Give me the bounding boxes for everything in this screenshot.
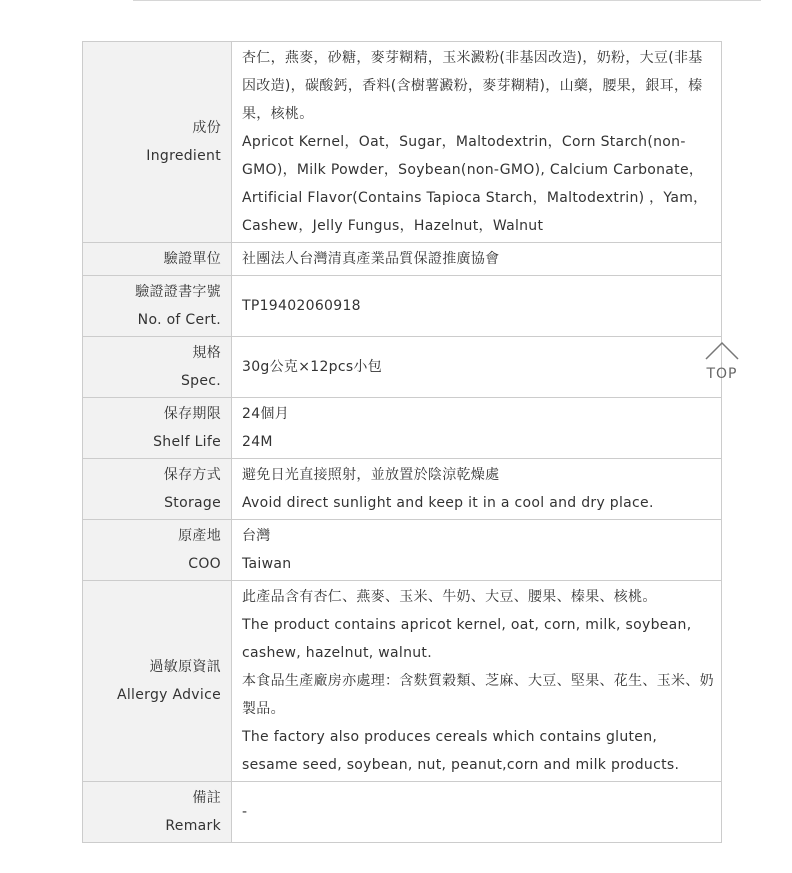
row-value (232, 42, 722, 243)
value-line: 避免日光直接照射，並放置於陰涼乾燥處 (242, 467, 500, 483)
value-line: 30g公克×12pcs小包 (242, 359, 383, 375)
value-line: Taiwan (242, 556, 292, 572)
row-value (232, 459, 722, 520)
row-value (232, 398, 722, 459)
row-value (232, 243, 722, 276)
value-line: The product contains apricot kernel, oat, corn, milk, soybean, cashew, hazelnut, walnut. (242, 617, 692, 661)
label-zh: 備註 (192, 790, 221, 806)
label-zh: 驗證單位 (163, 251, 221, 267)
value-line: The factory also produces cereals which contains gluten, sesame seed, soybean, nut, peanut,corn and milk products. (242, 729, 680, 773)
back-to-top-label: TOP (706, 366, 738, 382)
row-value (232, 337, 722, 398)
row-label (83, 276, 232, 337)
value-line: 24M (242, 434, 273, 450)
row-value (232, 581, 722, 782)
value-line: 本食品生產廠房亦處理：含麩質穀類、芝麻、大豆、堅果、花生、玉米、奶製品。 (242, 673, 714, 717)
table-row (83, 243, 722, 276)
value-line: 此產品含有杏仁、燕麥、玉米、牛奶、大豆、腰果、榛果、核桃。 (242, 589, 657, 605)
value-line: Apricot Kernel，Oat，Sugar，Maltodextrin，Corn Starch(non-GMO)，Milk Powder，Soybean(non-GMO), Calcium Carbonate，Artificial Flavor(Contains Tapioca Starch，Maltodextrin) ，Yam，Cashew，Jelly Fungus，Hazelnut，Walnut (242, 134, 708, 234)
label-en: COO (188, 556, 221, 572)
label-en: Allergy Advice (116, 687, 221, 703)
value-line: 24個月 (242, 406, 290, 422)
row-label (83, 398, 232, 459)
value-line: 社團法人台灣清真產業品質保證推廣協會 (242, 251, 500, 267)
value-line: - (242, 804, 248, 820)
table-row (83, 581, 722, 782)
label-zh: 驗證證書字號 (135, 284, 221, 300)
row-label (83, 459, 232, 520)
chevron-up-icon (704, 340, 740, 362)
table-row (83, 459, 722, 520)
label-en: Storage (164, 495, 221, 511)
row-label (83, 782, 232, 843)
label-zh: 原產地 (178, 528, 221, 544)
value-line: TP19402060918 (242, 298, 361, 314)
row-value (232, 276, 722, 337)
label-en: Remark (165, 818, 221, 834)
row-label (83, 243, 232, 276)
table-row (83, 520, 722, 581)
value-line: Avoid direct sunlight and keep it in a cool and dry place. (242, 495, 654, 511)
row-label (83, 42, 232, 243)
row-label (83, 337, 232, 398)
label-en: Ingredient (146, 148, 221, 164)
value-line: 杏仁，燕麥，砂糖，麥芽糊精，玉米澱粉(非基因改造)，奶粉，大豆(非基因改造)，碳酸鈣，香料(含樹薯澱粉，麥芽糊精)，山藥，腰果，銀耳，榛果，核桃。 (242, 50, 703, 122)
label-zh: 保存方式 (163, 467, 221, 483)
label-en: No. of Cert. (137, 312, 221, 328)
row-label (83, 520, 232, 581)
table-row (83, 398, 722, 459)
top-divider (133, 0, 761, 1)
value-line: 台灣 (242, 528, 271, 544)
product-spec-table (82, 41, 722, 843)
label-zh: 保存期限 (163, 406, 221, 422)
table-row (83, 276, 722, 337)
table-row (83, 782, 722, 843)
back-to-top-button[interactable] (702, 340, 742, 384)
label-zh: 成份 (192, 120, 221, 136)
label-en: Spec. (180, 373, 221, 389)
table-row (83, 337, 722, 398)
label-zh: 過敏原資訊 (149, 659, 221, 675)
row-label (83, 581, 232, 782)
label-en: Shelf Life (153, 434, 221, 450)
table-row (83, 42, 722, 243)
label-zh: 規格 (192, 345, 221, 361)
row-value (232, 520, 722, 581)
row-value (232, 782, 722, 843)
